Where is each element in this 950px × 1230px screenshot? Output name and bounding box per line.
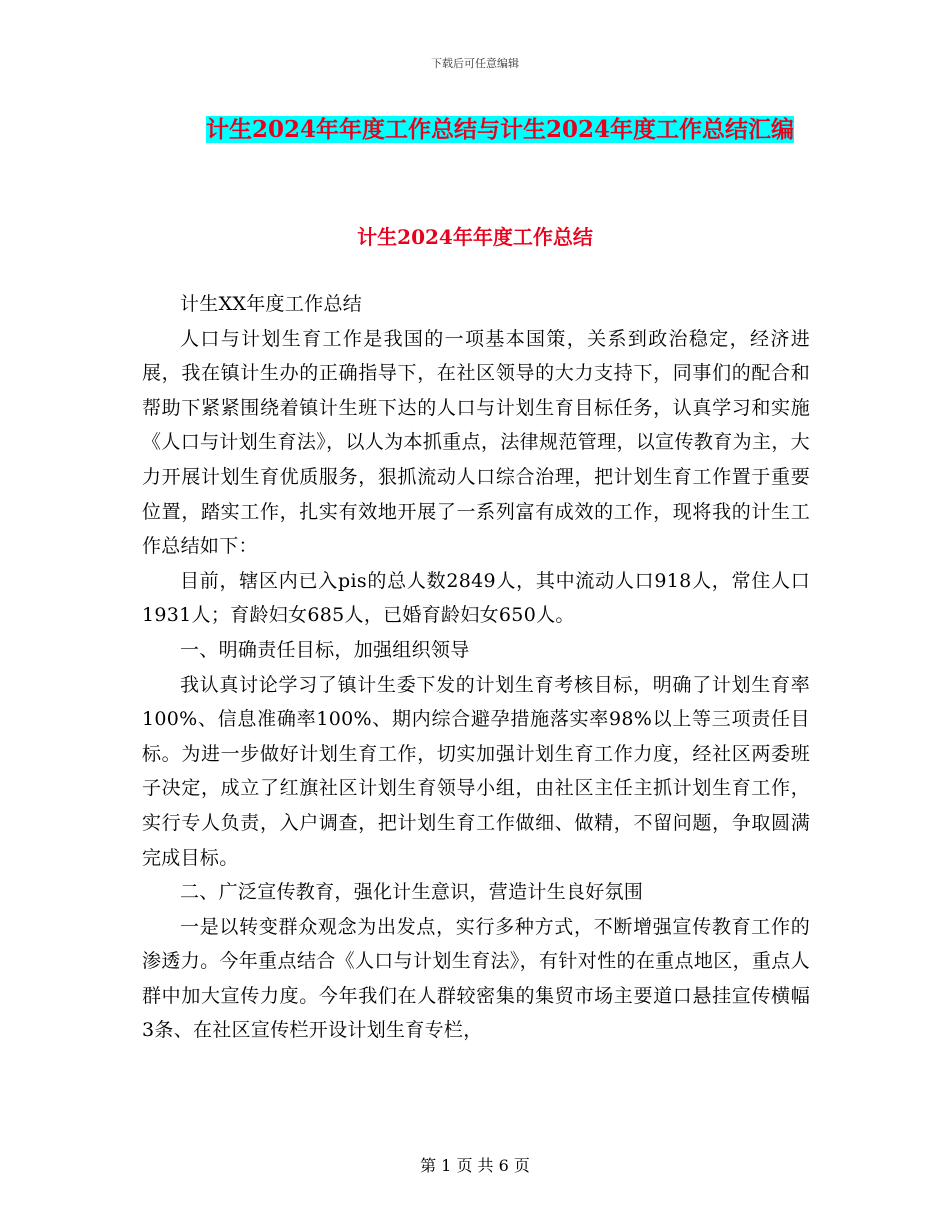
paragraph-targets: 我认真讨论学习了镇计生委下发的计划生育考核目标，明确了计划生育率100%、信息准确率100%、期内综合避孕措施落实率98%以上等三项责任目标。为进一步做好计划生育工作，切实加强计划生育工作力度，经社区两委班子决定，成立了红旗社区计划生育领导小组，由社区主任主抓计划生育工作，实行专人负责，入户调查，把计划生育工作做细、做精，不留问题，争取圆满完成目标。 bbox=[142, 673, 810, 869]
section-title: 计生2024年年度工作总结 bbox=[357, 225, 593, 249]
document-title bbox=[195, 108, 805, 152]
paragraph-subtitle: 计生XX年度工作总结 bbox=[180, 293, 363, 315]
paragraph-population: 目前，辖区内已入pis的总人数2849人，其中流动人口918人，常住人口1931人；育龄妇女685人，已婚育龄妇女650人。 bbox=[142, 569, 810, 627]
page-number-footer: 第 1 页 共 6 页 bbox=[420, 1156, 530, 1175]
document-body bbox=[142, 287, 810, 1048]
paragraph-intro: 人口与计划生育工作是我国的一项基本国策，关系到政治稳定，经济进展，我在镇计生办的正确指导下，在社区领导的大力支持下，同事们的配合和帮助下紧紧围绕着镇计生班下达的人口与计划生育目标任务，认真学习和实施《人口与计划生育法》，以人为本抓重点，法律规范管理，以宣传教育为主，大力开展计划生育优质服务，狠抓流动人口综合治理，把计划生育工作置于重要位置，踏实工作，扎实有效地开展了一系列富有成效的工作，现将我的计生工作总结如下： bbox=[142, 327, 810, 558]
page-header-note: 下载后可任意编辑 bbox=[431, 57, 519, 70]
paragraph-heading-1: 一、明确责任目标，加强组织领导 bbox=[180, 638, 470, 661]
paragraph-heading-2: 二、广泛宣传教育，强化计生意识，营造计生良好氛围 bbox=[180, 881, 644, 904]
paragraph-publicity: 一是以转变群众观念为出发点，实行多种方式，不断增强宣传教育工作的渗透力。今年重点结合《人口与计划生育法》，有针对性的在重点地区，重点人群中加大宣传力度。今年我们在人群较密集的集贸市场主要道口悬挂宣传横幅3条、在社区宣传栏开设计划生育专栏， bbox=[142, 915, 810, 1042]
document-title-text: 计生2024年年度工作总结与计生2024年度工作总结汇编 bbox=[205, 116, 795, 143]
